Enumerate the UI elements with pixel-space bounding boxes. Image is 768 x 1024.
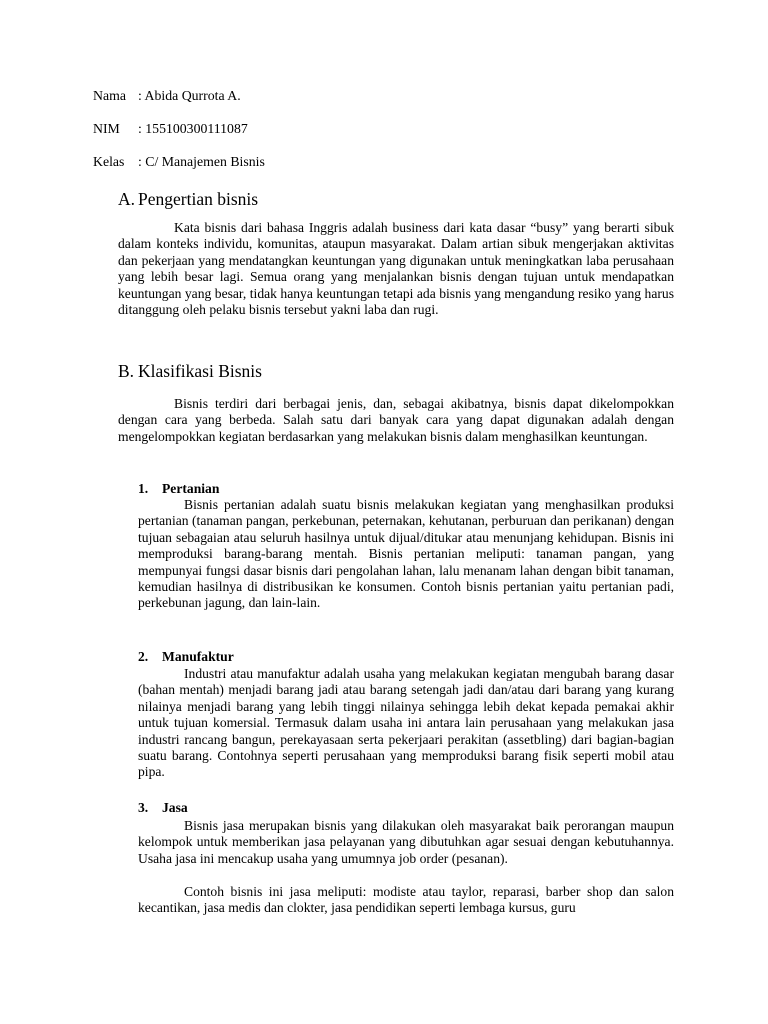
- section-b-paragraph: Bisnis terdiri dari berbagai jenis, dan, sebagai akibatnya, bisnis dapat dikelompokkan dengan cara yang berbeda. Salah satu dari banyak cara yang dapat digunakan adalah dengan mengelompokkan kegiatan berdasarkan yang melakukan bisnis dalam menghasilkan keuntungan.: [118, 396, 674, 444]
- field-nama-label: Nama: [93, 88, 126, 103]
- field-nama-value: : Abida Qurrota A.: [138, 88, 241, 103]
- section-b-letter: B.: [118, 361, 135, 381]
- field-nim-value: : 155100300111087: [138, 121, 248, 136]
- item-1-heading: [138, 481, 219, 497]
- section-b-title: Klasifikasi Bisnis: [138, 361, 262, 381]
- item-1-title: Pertanian: [162, 481, 220, 496]
- item-3-paragraph-1: Bisnis jasa merupakan bisnis yang dilakukan oleh masyarakat baik perorangan maupun kelompok untuk memberikan jasa pelayanan yang dibutuhkan agar sesuai dengan kebutuhannya. Usaha jasa ini mencakup usaha yang umumnya job order (pesanan).: [138, 818, 674, 866]
- section-a-paragraph: Kata bisnis dari bahasa Inggris adalah business dari kata dasar “busy” yang berarti sibuk dalam konteks individu, komunitas, ataupun masyarakat. Dalam artian sibuk mengerjakan aktivitas dan pekerjaan yang mendatangkan keuntungan yang digunakan untuk meningkatkan laba perusahaan yang lebih besar lagi. Semua orang yang menjalankan bisnis dengan tujuan untuk mendapatkan keuntungan yang besar, tidak hanya keuntungan tetapi ada bisnis yang mengandung resiko yang harus ditanggung oleh pelaku bisnis tersebut yakni laba dan rugi.: [118, 220, 674, 318]
- section-a-title: Pengertian bisnis: [138, 189, 259, 209]
- item-2-heading: [138, 649, 234, 665]
- item-3-title: Jasa: [162, 800, 188, 815]
- item-2-title: Manufaktur: [162, 649, 234, 664]
- item-2-number: 2.: [138, 649, 149, 664]
- field-kelas-value: : C/ Manajemen Bisnis: [138, 154, 265, 169]
- section-b-heading: [118, 360, 262, 382]
- item-2-paragraph: Industri atau manufaktur adalah usaha yang melakukan kegiatan mengubah barang dasar (bahan mentah) menjadi barang jadi atau barang setengah jadi dan/atau dari barang yang kurang nilainya menjadi barang yang lebih tinggi nilainya sehingga lebih dekat kepada pemakai akhir untuk tujuan komersial. Termasuk dalam usaha ini antara lain perusahaan yang melakukan jasa industri rancang bangun, perekayasaan serta pekerjaari perakitan (assetbling) dari bagian-bagian suatu barang. Contohnya seperti perusahaan yang memproduksi barang fisik seperti mobil atau pipa.: [138, 666, 674, 780]
- item-1-number: 1.: [138, 481, 149, 496]
- section-a-heading: [118, 188, 258, 210]
- item-3-number: 3.: [138, 800, 149, 815]
- item-3-paragraph-2: Contoh bisnis ini jasa meliputi: modiste atau taylor, reparasi, barber shop dan salon kecantikan, jasa medis dan clokter, jasa pendidikan seperti lembaga kursus, guru: [138, 884, 674, 916]
- item-1-paragraph: Bisnis pertanian adalah suatu bisnis melakukan kegiatan yang menghasilkan produksi pertanian (tanaman pangan, perkebunan, peternakan, kehutanan, perburuan dan perikanan) dengan tujuan sebagaian atau seluruh hasilnya untuk dijual/ditukar atau menunjang kehidupan. Bisnis ini memproduksi barang-barang mentah. Bisnis pertanian meliputi: tanaman pangan, yang mempunyai fungsi dasar bisnis dari pengolahan lahan, lalu menanam lahan dengan bibit tanaman, kemudian hasilnya di distribusikan ke konsumen. Contoh bisnis pertanian yaitu pertanian padi, perkebunan jagung, dan lain-lain.: [138, 497, 674, 611]
- item-3-heading: [138, 800, 188, 816]
- field-kelas: [93, 154, 265, 170]
- field-kelas-label: Kelas: [93, 154, 125, 169]
- field-nim-label: NIM: [93, 121, 120, 136]
- section-a-letter: A.: [118, 189, 136, 209]
- field-nim: [93, 121, 248, 137]
- field-nama: [93, 88, 241, 104]
